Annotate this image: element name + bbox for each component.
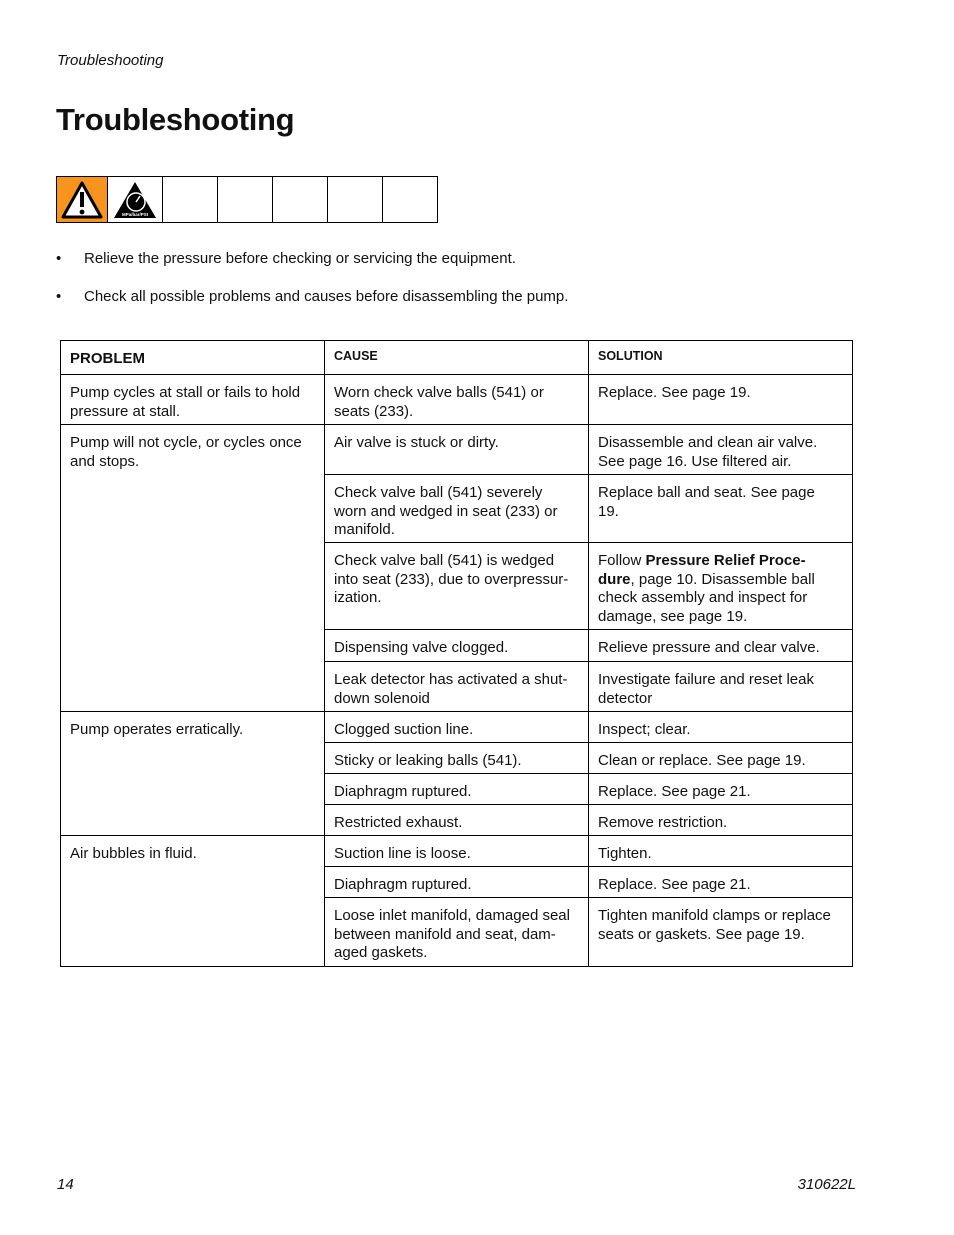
header-cause: CAUSE xyxy=(325,341,589,375)
cause-cell: Suction line is loose. xyxy=(325,836,589,867)
empty-symbol-cell xyxy=(382,177,437,222)
cause-cell: Check valve ball (541) severely worn and wedged in seat (233) or manifold. xyxy=(325,475,589,543)
cause-cell: Sticky or leaking balls (541). xyxy=(325,743,589,774)
solution-cell: Inspect; clear. xyxy=(589,712,853,743)
problem-cell: Pump operates erratically. xyxy=(61,712,325,836)
solution-cell: Replace. See page 21. xyxy=(589,867,853,898)
table-header-row xyxy=(61,341,853,375)
solution-cell: Clean or replace. See page 19. xyxy=(589,743,853,774)
problem-cell: Pump cycles at stall or fails to hold pressure at stall. xyxy=(61,375,325,425)
procedure-reference: Pressure Relief Proce- dure xyxy=(598,552,806,588)
problem-cell: Air bubbles in fluid. xyxy=(61,836,325,967)
table-row xyxy=(61,712,853,743)
header-solution: SOLUTION xyxy=(589,341,853,375)
table-row xyxy=(61,425,853,475)
svg-text:MPa/bar/PSI: MPa/bar/PSI xyxy=(121,211,149,217)
solution-cell: Tighten manifold clamps or replace seats or gaskets. See page 19. xyxy=(589,898,853,967)
hazard-symbols xyxy=(56,176,438,223)
bullet-item: • Relieve the pressure before checking or servicing the equipment. xyxy=(56,250,516,267)
page-number: 14 xyxy=(57,1176,74,1193)
cause-cell: Air valve is stuck or dirty. xyxy=(325,425,589,475)
running-header: Troubleshooting xyxy=(57,52,164,69)
empty-symbol-cell xyxy=(327,177,382,222)
solution-cell xyxy=(589,543,853,630)
table-row xyxy=(61,836,853,867)
empty-symbol-cell xyxy=(272,177,327,222)
troubleshooting-table xyxy=(60,340,853,967)
cause-cell: Dispensing valve clogged. xyxy=(325,630,589,662)
solution-text: , page 10. Disassemble ball check assembly and inspect for damage, see page 19. xyxy=(598,570,815,625)
empty-symbol-cell xyxy=(162,177,217,222)
problem-cell: Pump will not cycle, or cycles once and stops. xyxy=(61,425,325,712)
solution-cell: Replace ball and seat. See page 19. xyxy=(589,475,853,543)
document-number: 310622L xyxy=(797,1176,856,1193)
bullet-text: Check all possible problems and causes before disassembling the pump. xyxy=(84,288,569,305)
solution-cell: Replace. See page 19. xyxy=(589,375,853,425)
pressure-gauge-icon xyxy=(107,177,162,222)
solution-cell: Relieve pressure and clear valve. xyxy=(589,630,853,662)
cause-cell: Diaphragm ruptured. xyxy=(325,774,589,805)
solution-cell: Investigate failure and reset leak detector xyxy=(589,662,853,712)
header-problem: PROBLEM xyxy=(61,341,325,375)
cause-cell: Leak detector has activated a shut- down solenoid xyxy=(325,662,589,712)
empty-symbol-cell xyxy=(217,177,272,222)
solution-cell: Replace. See page 21. xyxy=(589,774,853,805)
cause-cell: Diaphragm ruptured. xyxy=(325,867,589,898)
bullet-item: • Check all possible problems and causes before disassembling the pump. xyxy=(56,288,569,305)
cause-cell: Check valve ball (541) is wedged into seat (233), due to overpressur- ization. xyxy=(325,543,589,630)
solution-cell: Tighten. xyxy=(589,836,853,867)
bullet-text: Relieve the pressure before checking or servicing the equipment. xyxy=(84,250,516,267)
cause-cell: Loose inlet manifold, damaged seal between manifold and seat, dam- aged gaskets. xyxy=(325,898,589,967)
solution-text: Follow xyxy=(598,552,646,569)
cause-cell: Clogged suction line. xyxy=(325,712,589,743)
table-row xyxy=(61,375,853,425)
solution-cell: Disassemble and clean air valve. See page 16. Use filtered air. xyxy=(589,425,853,475)
cause-cell: Restricted exhaust. xyxy=(325,805,589,836)
warning-triangle-icon xyxy=(57,177,107,222)
page-title: Troubleshooting xyxy=(56,102,295,137)
solution-cell: Remove restriction. xyxy=(589,805,853,836)
cause-cell: Worn check valve balls (541) or seats (233). xyxy=(325,375,589,425)
